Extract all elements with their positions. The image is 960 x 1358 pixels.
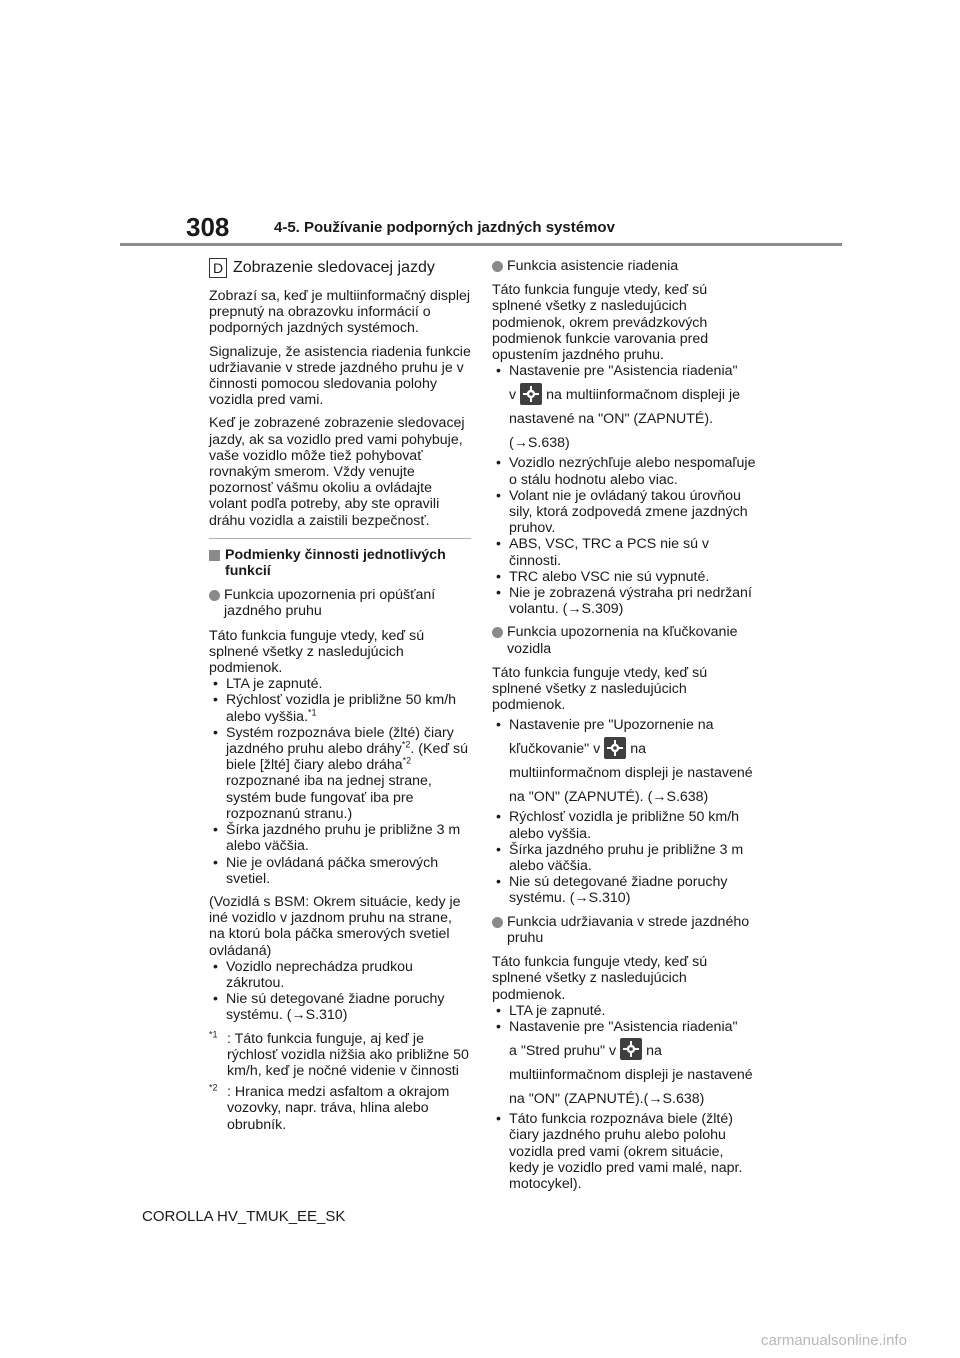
list-item: • Nastavenie pre "Asistencia riadenia" v na multiinformačnom displeji je nastavené na "ON" (ZAPNUTÉ). (→S.638) (492, 363, 756, 455)
paragraph: Zobrazí sa, keď je multiinformačný displej prepnutý na obrazovku informácií o podporných jazdných systémoch. (209, 288, 471, 337)
function-heading (209, 587, 471, 619)
paragraph: Táto funkcia funguje vtedy, keď sú splnené všetky z nasledujúcich podmienok, okrem prevádzkových podmienok funkcie varovania pred opustením jazdného pruhu. (492, 282, 709, 364)
function-title: Funkcia upozornenia na kľučkovanie vozidla (507, 624, 738, 657)
watermark: carmanualsonline.info (761, 1332, 907, 1349)
condition-list (492, 363, 756, 617)
footnote: $^{*2}$ : Hranica medzi asfaltom a okrajom vozovky, napr. tráva, hlina alebo obrubník. (209, 1082, 450, 1133)
list-item: • Volant nie je ovládaný takou úrovňou sily, ktorá zodpovedá zmene jazdných pruhov. (492, 488, 756, 537)
condition-list (492, 1003, 756, 1192)
document-code: COROLLA HV_TMUK_EE_SK (142, 1208, 346, 1225)
footnote: $^{*1}$ : Táto funkcia funguje, aj keď je rýchlosť vozidla nižšia ako približne 50 km/h, keď je nočné videnie v činnosti (209, 1028, 469, 1079)
condition-list (209, 959, 471, 1024)
square-bullet-icon (209, 550, 220, 561)
function-title: Funkcia udržiavania v strede jazdného pruhu (507, 913, 750, 946)
paragraph: Táto funkcia funguje vtedy, keď sú splnené všetky z nasledujúcich podmienok. (209, 627, 425, 677)
list-item: • ABS, VSC, TRC a PCS nie sú v činnosti. (492, 536, 756, 568)
footnote-ref: *2 (402, 755, 412, 766)
condition-list (209, 676, 471, 887)
list-item: • Rýchlosť vozidla je približne 50 km/h alebo vyššia.$^{*1}$ (209, 692, 471, 724)
circle-bullet-icon (492, 261, 503, 272)
paragraph: Táto funkcia funguje vtedy, keď sú splnené všetky z nasledujúcich podmienok. (492, 664, 708, 714)
list-item: • TRC alebo VSC nie sú vypnuté. (492, 569, 756, 585)
list-item: • Nastavenie pre "Asistencia riadenia" a "Stred pruhu" v na multiinformačnom displeji je nastavené na "ON" (ZAPNUTÉ).(→S.638) (492, 1019, 756, 1111)
list-item: • Nie sú detegované žiadne poruchy systému. (→S.310) (209, 991, 471, 1023)
section-divider (209, 538, 471, 539)
list-item: • Šírka jazdného pruhu je približne 3 m alebo väčšia. (209, 822, 471, 854)
circle-bullet-icon (492, 627, 503, 638)
list-item: • Nie sú detegované žiadne poruchy systému. (→S.310) (492, 874, 756, 906)
function-title: Funkcia asistencie riadenia (507, 258, 679, 274)
section-title: 4-5. Používanie podporných jazdných systémov (274, 219, 615, 236)
list-item: • Systém rozpoznáva biele (žlté) čiary jazdného pruhu alebo dráhy$^{*2}$. (Keď sú biele [žlté] čiary alebo dráha$^{*2}$ rozpoznané iba na jednej strane, systém bude fungovať iba pre rozpoznanú stranu.) (209, 725, 471, 822)
header-divider (120, 243, 842, 246)
page-header (0, 0, 960, 250)
circle-bullet-icon (492, 917, 503, 928)
footnote-ref: *2 (401, 739, 411, 750)
list-item: • Vozidlo neprechádza prudkou zákrutou. (209, 959, 471, 991)
circle-bullet-icon (209, 590, 220, 601)
tracking-display-heading (209, 258, 471, 278)
list-item: • Vozidlo nezrýchľuje alebo nespomaľuje o stálu hodnotu alebo viac. (492, 455, 756, 487)
conditions-heading (209, 547, 471, 579)
function-heading (492, 914, 756, 946)
list-item: • Nie je ovládaná páčka smerových svetiel. (209, 855, 471, 887)
list-item: • Táto funkcia rozpoznáva biele (žlté) čiary jazdného pruhu alebo polohu vozidla pred vami (okrem situácie, kedy je vozidlo pred vami malé, napr. motocykel). (492, 1111, 756, 1192)
right-column (492, 258, 756, 1199)
gear-icon (604, 737, 626, 759)
paragraph: (Vozidlá s BSM: Okrem situácie, kedy je iné vozidlo v jazdnom pruhu na strane, na ktorú bola páčka smerových svetiel ovládaná) (209, 893, 461, 959)
page-number: 308 (186, 212, 230, 242)
list-item: • Nie je zobrazená výstraha pri nedržaní volantu. (→S.309) (492, 585, 756, 617)
list-item: • Nastavenie pre "Upozornenie na kľučkovanie" v na multiinformačnom displeji je nastavené na "ON" (ZAPNUTÉ). (→S.638) (492, 713, 756, 809)
tracking-display-title: Zobrazenie sledovacej jazdy (233, 258, 435, 276)
paragraph: Signalizuje, že asistencia riadenia funkcie udržiavanie v strede jazdného pruhu je v činnosti pomocou sledovania polohy vozidla pred vami. (209, 343, 471, 409)
gear-icon (520, 383, 542, 405)
d-marker-box: D (209, 258, 227, 278)
list-item: • LTA je zapnuté. (209, 676, 471, 692)
paragraph: Keď je zobrazené zobrazenie sledovacej jazdy, ak sa vozidlo pred vami pohybuje, vaše vozidlo môže tiež pohybovať rovnakým smerom. Vždy venujte pozornosť vášmu okoliu a ovládajte volant podľa potreby, aby ste opravili dráhu vozidla a zaistili bezpečnosť. (209, 415, 465, 529)
footnote-ref: *1 (308, 706, 317, 717)
list-item: • Rýchlosť vozidla je približne 50 km/h alebo vyššia. (492, 809, 756, 841)
conditions-title: Podmienky činnosti jednotlivých funkcií (225, 546, 446, 580)
list-item: • LTA je zapnuté. (492, 1003, 756, 1019)
function-heading (492, 258, 756, 274)
list-item: • Šírka jazdného pruhu je približne 3 m alebo väčšia. (492, 842, 756, 874)
left-column (209, 258, 471, 1138)
paragraph: Táto funkcia funguje vtedy, keď sú splnené všetky z nasledujúcich podmienok. (492, 954, 708, 1003)
function-title: Funkcia upozornenia pri opúšťaní jazdného pruhu (224, 587, 436, 620)
condition-list (492, 713, 756, 906)
gear-icon (620, 1038, 642, 1060)
function-heading (492, 624, 756, 656)
